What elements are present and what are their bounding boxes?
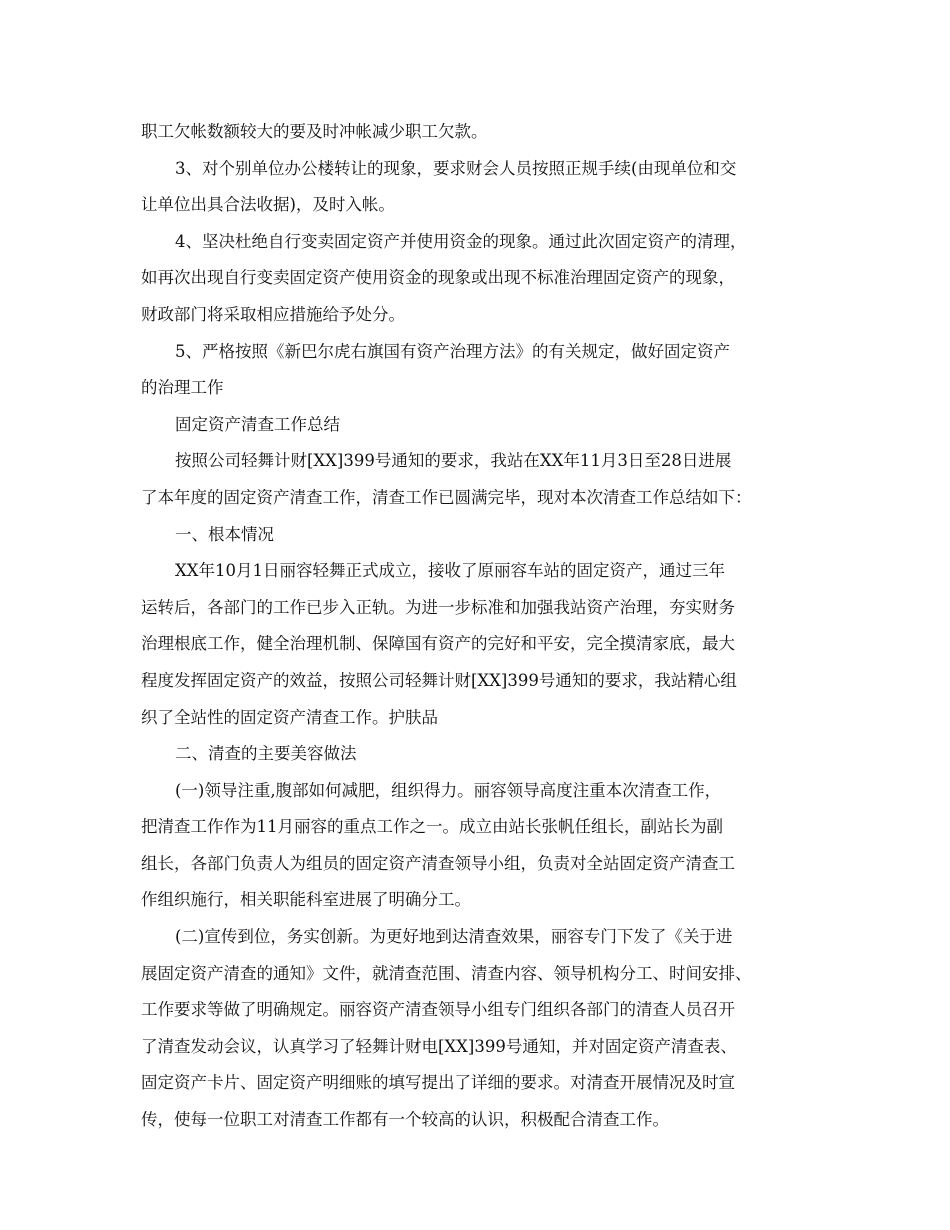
text-line: 5、严格按照《新巴尔虎右旗国有资产治理方法》的有关规定，做好固定资产 <box>175 341 730 361</box>
text-line: 组长，各部门负责人为组员的固定资产清查领导小组，负责对全站固定资产清查工 <box>141 853 735 873</box>
text-line: (一)领导注重,腹部如何减肥，组织得力。丽容领导高度注重本次清查工作， <box>175 780 722 800</box>
text-line: 作组织施行，相关职能科室进展了明确分工。 <box>141 890 471 910</box>
text-line: 织了全站性的固定资产清查工作。护肤品 <box>141 707 438 727</box>
text-line: 3、对个别单位办公楼转让的现象，要求财会人员按照正规手续(由现单位和交 <box>175 158 737 178</box>
text-line: 4、坚决杜绝自行变卖固定资产并使用资金的现象。通过此次固定资产的清理， <box>175 231 747 251</box>
text-line: 职工欠帐数额较大的要及时冲帐减少职工欠款。 <box>141 122 488 141</box>
text-line: 程度发挥固定资产的效益，按照公司轻舞计财[XX]399号通知的要求，我站精心组 <box>141 670 737 690</box>
text-line: 按照公司轻舞计财[XX]399号通知的要求，我站在XX年11月3日至28日进展 <box>175 451 732 471</box>
text-line: 一、根本情况 <box>175 524 274 544</box>
text-line: 让单位出具合法收据)，及时入帐。 <box>141 195 395 215</box>
text-line: 把清查工作作为11月丽容的重点工作之一。成立由站长张帆任组长，副站长为副 <box>141 817 723 837</box>
text-line: XX年10月1日丽容轻舞正式成立，接收了原丽容车站的固定资产，通过三年 <box>175 561 725 581</box>
text-line: 固定资产卡片、固定资产明细账的填写提出了详细的要求。对清查开展情况及时宣 <box>141 1073 735 1093</box>
text-line: 展固定资产清查的通知》文件，就清查范围、清查内容、领导机构分工、时间安排、 <box>141 963 752 983</box>
document-body <box>141 114 813 1139</box>
text-line: 二、清查的主要美容做法 <box>175 744 357 764</box>
text-line: 的治理工作 <box>141 378 224 398</box>
text-line: (二)宣传到位，务实创新。为更好地到达清查效果，丽容专门下发了《关于进 <box>175 927 733 947</box>
text-line: 治理根底工作，健全治理机制、保障国有资产的完好和平安，完全摸清家底，最大 <box>141 634 735 654</box>
text-line: 了本年度的固定资产清查工作，清查工作已圆满完毕，现对本次清查工作总结如下： <box>141 487 752 507</box>
text-line: 财政部门将采取相应措施给予处分。 <box>141 304 405 324</box>
text-line: 运转后，各部门的工作已步入正轨。为进一步标准和加强我站资产治理，夯实财务 <box>141 597 735 617</box>
text-line: 固定资产清查工作总结 <box>175 414 340 434</box>
text-line: 如再次出现自行变卖固定资产使用资金的现象或出现不标准治理固定资产的现象， <box>141 268 735 288</box>
text-line: 传，使每一位职工对清查工作都有一个较高的认识，积极配合清查工作。 <box>141 1110 669 1130</box>
text-line: 了清查发动会议，认真学习了轻舞计财电[XX]399号通知，并对固定资产清查表、 <box>141 1036 737 1056</box>
text-line: 工作要求等做了明确规定。丽容资产清查领导小组专门组织各部门的清查人员召开 <box>141 1000 735 1020</box>
